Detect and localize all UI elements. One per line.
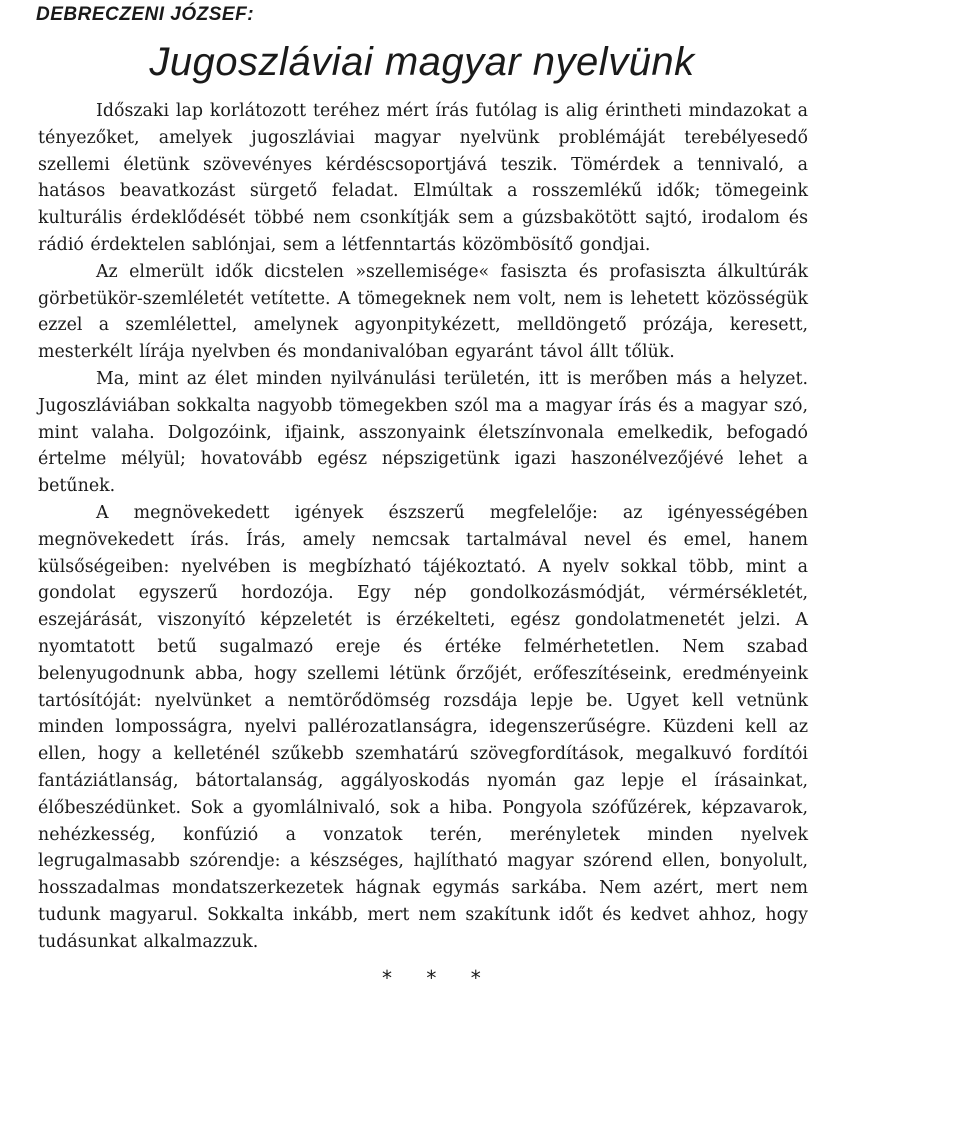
article-body [38, 98, 808, 956]
section-separator: * * * [382, 966, 495, 990]
article-title: Jugoszláviai magyar nyelvünk [149, 40, 695, 84]
paragraph: Időszaki lap korlátozott teréhez mért írás futólag is alig érintheti mindazokat a tényezőket, amelyek jugoszláviai magyar nyelvünk problémáját terebélyesedő szellemi életünk szövevényes kérdéscsoportjává teszik. Tömérdek a tennivaló, a hatásos beavatkozást sürgető feladat. Elmúltak a rosszemlékű idők; tömegeink kulturális érdeklődését többé nem csonkítják sem a gúzsbakötött sajtó, irodalom és rádió érdektelen sablónjai, sem a létfenntartás közömbösítő gondjai. [38, 101, 808, 255]
paragraph: Ma, mint az élet minden nyilvánulási területén, itt is merőben más a helyzet. Jugoszláviában sokkalta nagyobb tömegekben szól ma a magyar írás és a magyar szó, mint valaha. Dolgozóink, ifjaink, asszonyaink életszínvonala emelkedik, befogadó értelme mélyül; hovatovább egész népszigetünk igazi haszonélvezőjévé lehet a betűnek. [38, 368, 808, 497]
paragraph: Az elmerült idők dicstelen »szellemisége« fasiszta és profasiszta álkultúrák görbetükör-szemléletét vetítette. A tömegeknek nem volt, nem is lehetett közösségük ezzel a szemlélettel, amelynek agyonpitykézett, melldöngető prózája, keresett, mesterkélt lírája nyelvben és mondanivalóban egyaránt távol állt tőlük. [38, 261, 808, 363]
author-name: DEBRECZENI JÓZSEF: [36, 4, 255, 25]
paragraph: A megnövekedett igények észszerű megfelelője: az igényességében megnövekedett írás. Írás, amely nemcsak tartalmával nevel és emel, hanem külsőségeiben: nyelvében is megbízható tájékoztató. A nyelv sokkal több, mint a gondolat egyszerű hordozója. Egy nép gondolkozásmódját, vérmérsékletét, eszejárását, viszonyító képzeletét is érzékelteti, egész gondolatmenetét jelzi. A nyomtatott betű sugalmazó ereje és értéke felmérhetetlen. Nem szabad belenyugodnunk abba, hogy szellemi létünk őrzőjét, erőfeszítéseink, eredményeink tartósítóját: nyelvünket a nemtörődömség rozsdája lepje be. Ugyet kell vetnünk minden lomposságra, nyelvi pallérozatlanságra, idegenszerűségre. Küzdeni kell az ellen, hogy a kelleténél szűkebb szemhatárú szövegfordítások, megalkuvó fordítói fantáziátlanság, bátortalanság, aggályoskodás nyomán gaz lepje el írásainkat, élőbeszédünket. Sok a gyomlálnivaló, sok a hiba. Pongyola szófűzérek, képzavarok, nehézkesség, konfúzió a vonzatok terén, merényletek minden nyelvek legrugalmasabb szórendje: a készséges, hajlítható magyar szórend ellen, bonyolult, hosszadalmas mondatszerkezetek hágnak egymás sarkába. Nem azért, mert nem tudunk magyarul. Sokkalta inkább, mert nem szakítunk időt és kedvet ahhoz, hogy tudásunkat alkalmazzuk. [38, 502, 808, 952]
